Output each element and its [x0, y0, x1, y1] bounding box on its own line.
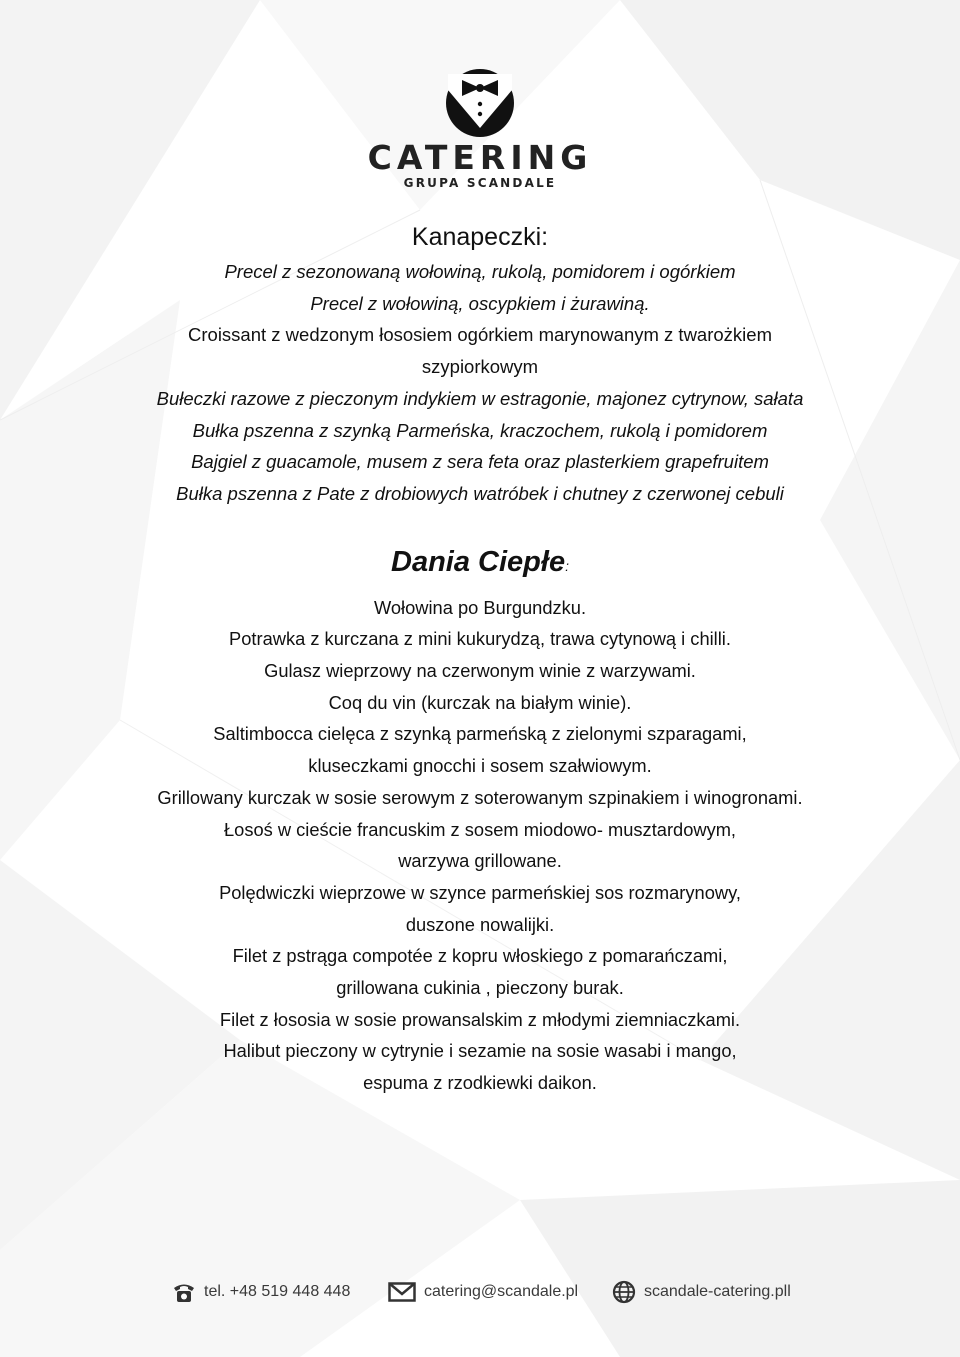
- section-heading-hot: [60, 542, 900, 586]
- website-text: scandale-catering.pll: [644, 1283, 791, 1300]
- menu-line: Filet z pstrąga compotée z kopru włoskiego z pomarańczami,: [232, 945, 728, 967]
- menu-line: Precel z sezonowaną wołowiną, rukolą, pomidorem i ogórkiem: [224, 261, 736, 282]
- menu-line: Grillowany kurczak w sosie serowym z soterowanym szpinakiem i winogronami.: [157, 786, 803, 808]
- section-heading-hot-text: Dania Ciepłe: [391, 545, 566, 578]
- menu-line: kluseczkami gnocchi i sosem szałwiowym.: [308, 755, 652, 777]
- menu-line: Łosoś w cieście francuskim z sosem miodowo- musztardowym,: [223, 818, 737, 840]
- brand-name: CATERING: [367, 138, 593, 177]
- menu-line: Saltimbocca cielęca z szynką parmeńską z zielonymi szparagami,: [213, 723, 747, 745]
- menu-line: grillowana cukinia , pieczony burak.: [336, 977, 624, 999]
- footer-phone[interactable]: [172, 1277, 350, 1307]
- menu-line: szypiorkowym: [421, 356, 539, 378]
- menu-line: warzywa grillowane.: [398, 850, 562, 872]
- menu-line: Gulasz wieprzowy na czerwonym winie z warzywami.: [264, 660, 696, 682]
- menu-line: Coq du vin (kurczak na białym winie).: [328, 691, 632, 713]
- phone-text: tel. +48 519 448 448: [204, 1283, 351, 1300]
- menu-line: Polędwiczki wieprzowe w szynce parmeńskiej sos rozmarynowy,: [219, 881, 741, 903]
- section-heading-hot-colon: :: [565, 557, 569, 574]
- phone-icon: [172, 1281, 196, 1303]
- menu-line: Bułka pszenna z Pate z drobiowych watróbek i chutney z czerwonej cebuli: [176, 482, 784, 504]
- menu-line: Filet z łososia w sosie prowansalskim z młodymi ziemniaczkami.: [219, 1008, 741, 1030]
- email-text: catering@scandale.pl: [424, 1283, 579, 1300]
- menu-line: Wołowina po Burgundzku.: [373, 596, 587, 618]
- menu-line: Halibut pieczony w cytrynie i sezamie na sosie wasabi i mango,: [223, 1040, 737, 1062]
- footer-email[interactable]: [388, 1277, 578, 1307]
- menu-line: Bajgiel z guacamole, musem z sera feta oraz plasterkiem grapefruitem: [191, 451, 769, 473]
- menu-line: espuma z rzodkiewki daikon.: [363, 1072, 597, 1094]
- menu-line: Bułeczki razowe z pieczonym indykiem w estragonie, majonez cytrynow, sałata: [156, 387, 804, 409]
- envelope-icon: [388, 1282, 416, 1302]
- contact-footer: [0, 1277, 960, 1307]
- menu-line: Precel z wołowiną, oscypkiem i żurawiną.: [310, 292, 650, 314]
- menu-line: Bułka pszenna z szynką Parmeńska, kraczochem, rukolą i pomidorem: [192, 419, 768, 441]
- globe-icon: [612, 1280, 636, 1304]
- footer-website[interactable]: [612, 1277, 791, 1307]
- section-heading-cold: Kanapeczki:: [411, 223, 549, 251]
- menu-content: [60, 220, 900, 1099]
- menu-line: Potrawka z kurczana z mini kukurydzą, trawa cytynową i chilli.: [229, 628, 731, 650]
- brand-subtitle: GRUPA SCANDALE: [403, 176, 557, 190]
- menu-line: duszone nowalijki.: [405, 913, 555, 935]
- menu-line: Croissant z wedzonym łososiem ogórkiem marynowanym z twarożkiem: [188, 324, 772, 346]
